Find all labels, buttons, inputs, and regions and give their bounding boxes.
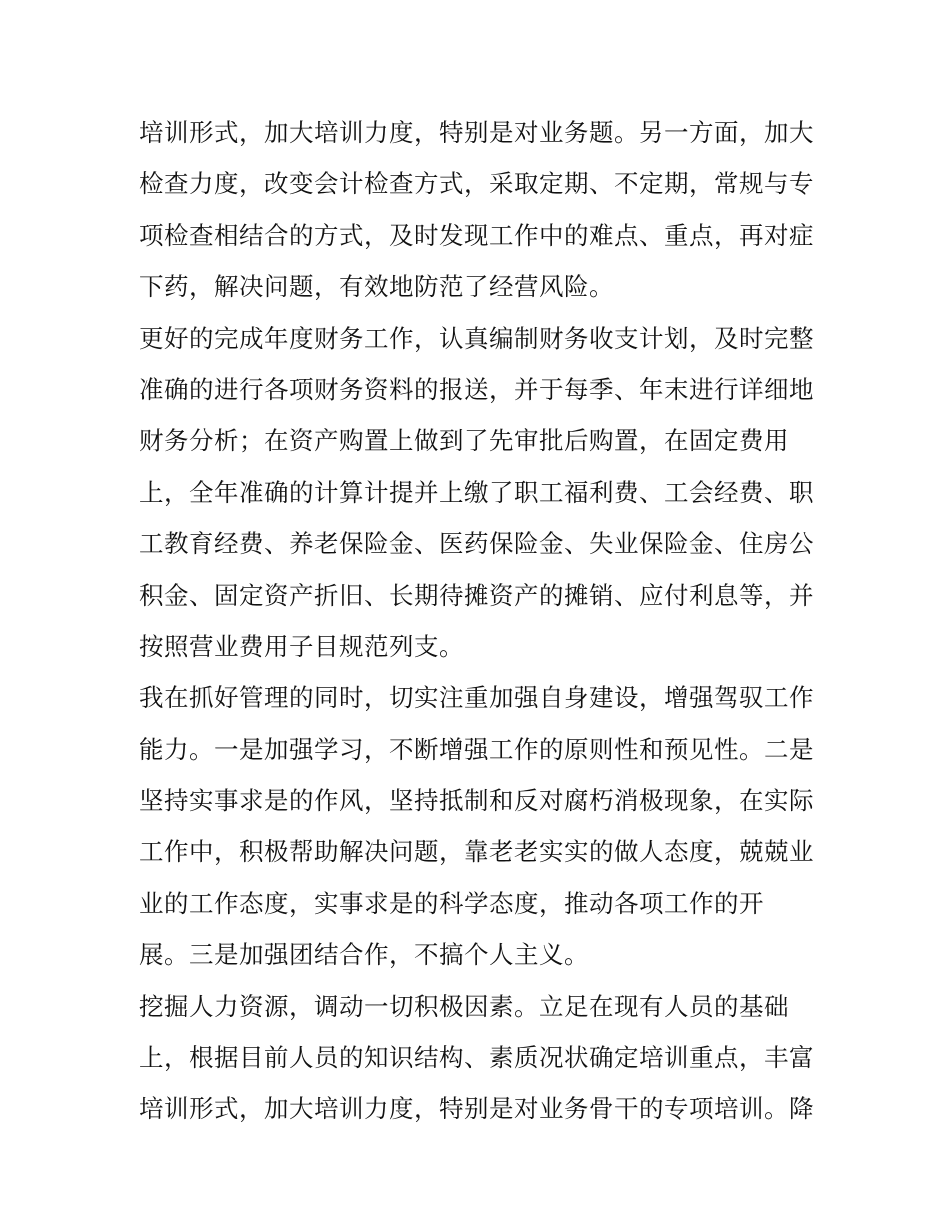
text-line: 更好的完成年度财务工作，认真编制财务收支计划，及时完整	[139, 323, 814, 353]
text-line: 检查力度，改变会计检查方式，采取定期、不定期，常规与专	[139, 169, 814, 199]
text-line: 财务分析；在资产购置上做到了先审批后购置，在固定费用	[139, 426, 789, 456]
text-line: 上，全年准确的计算计提并上缴了职工福利费、工会经费、职	[139, 477, 814, 507]
text-line: 下药，解决问题，有效地防范了经营风险。	[139, 272, 614, 302]
body-text	[139, 107, 819, 1135]
text-line: 业的工作态度，实事求是的科学态度，推动各项工作的开	[139, 888, 764, 918]
text-line: 项检查相结合的方式，及时发现工作中的难点、重点，再对症	[139, 220, 814, 250]
text-line: 上，根据目前人员的知识结构、素质况状确定培训重点，丰富	[139, 1043, 814, 1073]
text-line: 积金、固定资产折旧、长期待摊资产的摊销、应付利息等，并	[139, 580, 814, 610]
text-line: 展。三是加强团结合作，不搞个人主义。	[139, 940, 589, 970]
text-line: 培训形式，加大培训力度，特别是对业务骨干的专项培训。降	[139, 1094, 814, 1124]
text-line: 我在抓好管理的同时，切实注重加强自身建设，增强驾驭工作	[139, 683, 814, 713]
text-line: 按照营业费用子目规范列支。	[139, 631, 464, 661]
text-line: 挖掘人力资源，调动一切积极因素。立足在现有人员的基础	[139, 991, 789, 1021]
text-line: 准确的进行各项财务资料的报送，并于每季、年末进行详细地	[139, 374, 814, 404]
text-line: 培训形式，加大培训力度，特别是对业务题。另一方面，加大	[139, 118, 814, 147]
text-line: 能力。一是加强学习，不断增强工作的原则性和预见性。二是	[139, 734, 814, 764]
text-line: 工教育经费、养老保险金、医药保险金、失业保险金、住房公	[139, 529, 814, 559]
text-line: 工作中，积极帮助解决问题，靠老老实实的做人态度，兢兢业	[139, 837, 814, 867]
text-line: 坚持实事求是的作风，坚持抵制和反对腐朽消极现象，在实际	[139, 786, 814, 816]
